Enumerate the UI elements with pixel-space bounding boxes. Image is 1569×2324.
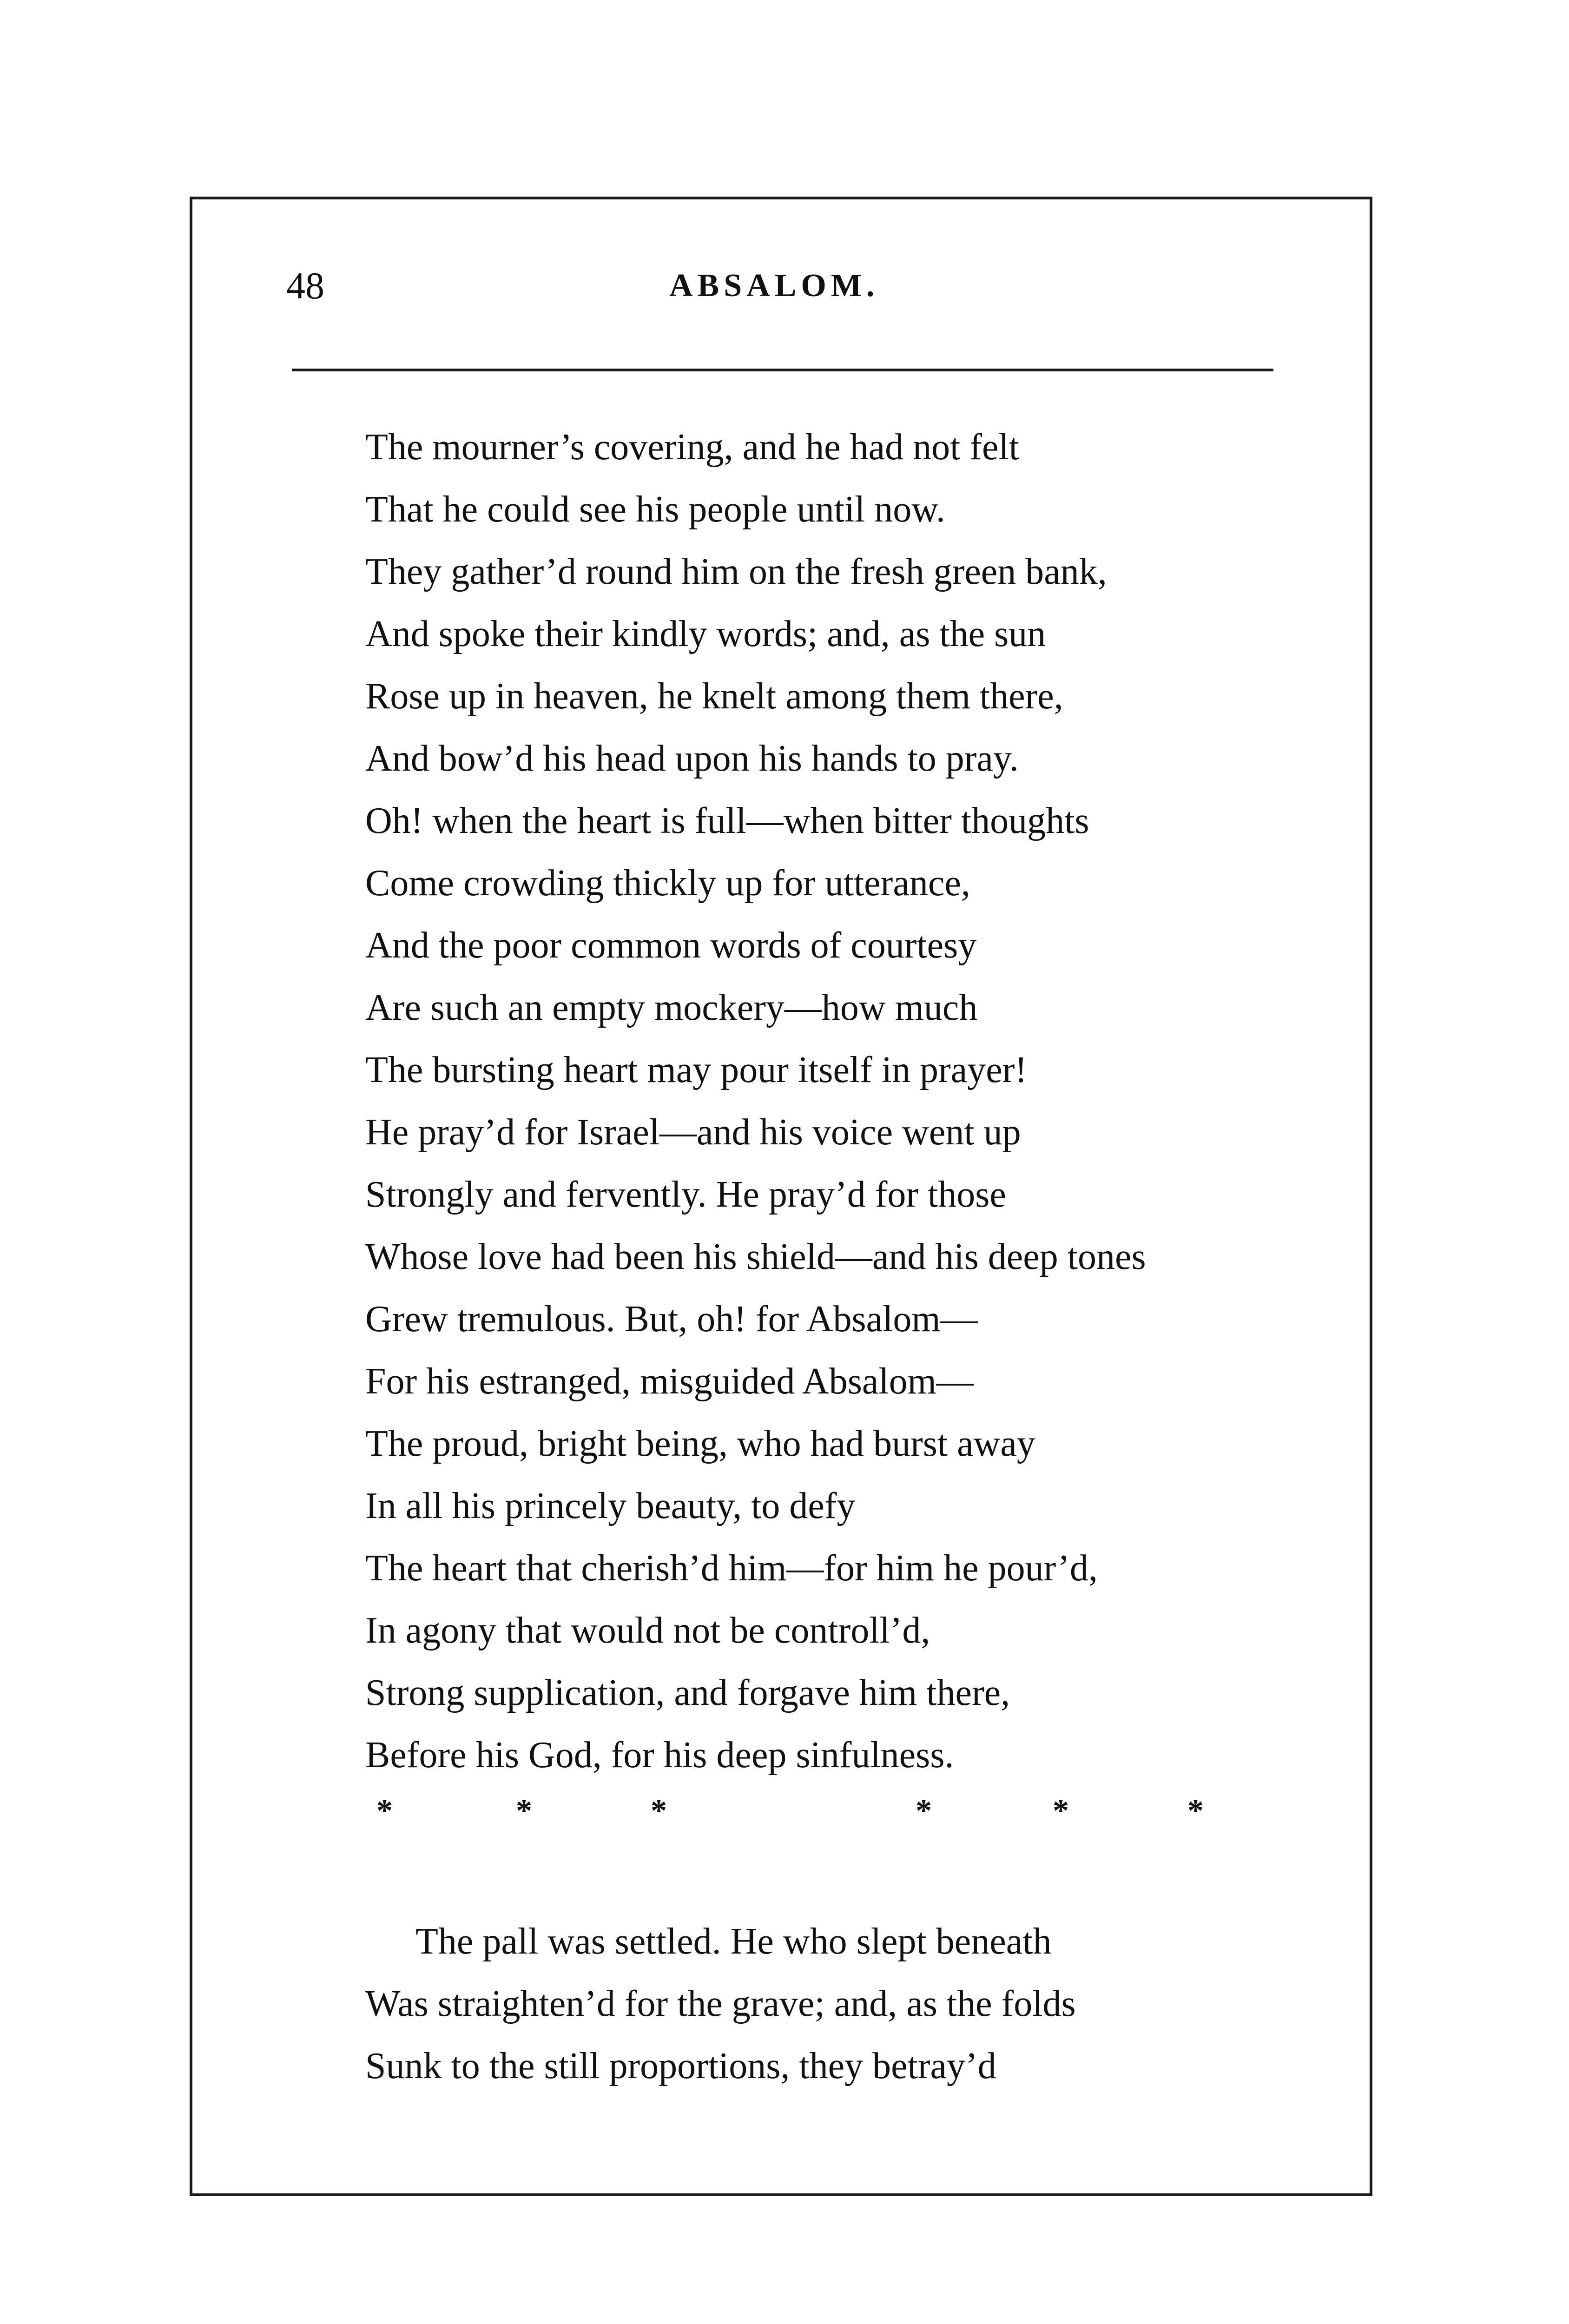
poem-line: Sunk to the still proportions, they betray’d	[365, 2046, 996, 2086]
running-title: ABSALOM.	[669, 268, 879, 304]
poem-line: The pall was settled. He who slept beneath	[415, 1921, 1052, 1962]
poem-line: The heart that cherish’d him—for him he pour’d,	[365, 1548, 1098, 1589]
page-number: 48	[286, 264, 324, 307]
poem-line: The bursting heart may pour itself in prayer!	[365, 1050, 1027, 1090]
poem-line: Are such an empty mockery—how much	[365, 987, 978, 1028]
poem-line: Oh! when the heart is full—when bitter thoughts	[365, 800, 1089, 841]
header-rule	[292, 369, 1273, 371]
poem-line: In agony that would not be controll’d,	[365, 1610, 930, 1651]
poem-line: They gather’d round him on the fresh green bank,	[365, 551, 1107, 592]
poem-line: And the poor common words of courtesy	[365, 925, 977, 966]
poem-line: Come crowding thickly up for utterance,	[365, 863, 970, 904]
poem-line: Was straighten’d for the grave; and, as the folds	[365, 1983, 1076, 2024]
poem-line: Before his God, for his deep sinfulness.	[365, 1735, 954, 1776]
asterisk: *	[916, 1793, 932, 1829]
poem-stanza-2	[365, 1910, 1076, 2097]
poem-line: Whose love had been his shield—and his deep tones	[365, 1236, 1146, 1277]
poem-line: That he could see his people until now.	[365, 489, 945, 530]
poem-line: Strongly and fervently. He pray’d for those	[365, 1174, 1006, 1215]
asterisk: *	[1053, 1793, 1069, 1829]
section-break-asterisks	[0, 1786, 1569, 1837]
running-head	[0, 260, 1569, 311]
asterisk: *	[516, 1793, 532, 1829]
asterisk: *	[651, 1793, 667, 1829]
poem-line: The proud, bright being, who had burst away	[365, 1423, 1035, 1464]
poem-line: In all his princely beauty, to defy	[365, 1486, 856, 1526]
poem-line: He pray’d for Israel—and his voice went up	[365, 1112, 1021, 1153]
poem-line: Grew tremulous. But, oh! for Absalom—	[365, 1299, 978, 1340]
asterisk: *	[1187, 1793, 1204, 1829]
poem-line: The mourner’s covering, and he had not felt	[365, 427, 1019, 468]
poem-line: And bow’d his head upon his hands to pray.	[365, 738, 1019, 779]
poem-stanza-1	[365, 416, 1146, 1786]
poem-line: Rose up in heaven, he knelt among them there,	[365, 676, 1063, 717]
poem-line: And spoke their kindly words; and, as the sun	[365, 614, 1046, 654]
poem-line: Strong supplication, and forgave him there,	[365, 1672, 1010, 1713]
asterisk: *	[376, 1793, 393, 1829]
poem-line: For his estranged, misguided Absalom—	[365, 1361, 974, 1402]
